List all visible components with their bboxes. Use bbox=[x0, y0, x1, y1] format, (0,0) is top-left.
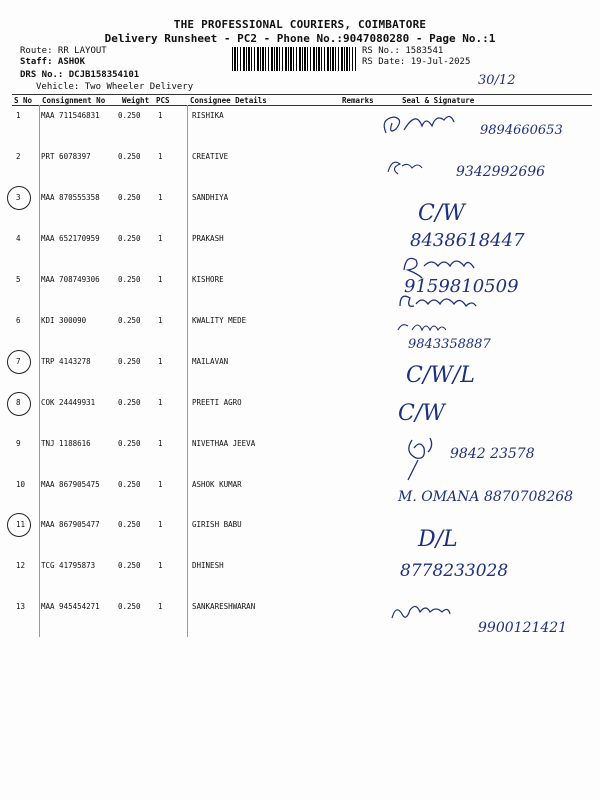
signature-scribble bbox=[408, 438, 432, 480]
row-consignment: COK 24449931 bbox=[41, 398, 96, 407]
row-signature: 8438618447 bbox=[410, 230, 525, 251]
row-pcs: 1 bbox=[158, 193, 163, 202]
staff-label: Staff: ASHOK bbox=[20, 57, 86, 67]
rs-number: RS No.: 1583541 bbox=[362, 46, 444, 56]
row-weight: 0.250 bbox=[118, 357, 141, 366]
row-pcs: 1 bbox=[158, 316, 163, 325]
col-seal-signature: Seal & Signature bbox=[402, 96, 475, 105]
row-sno: 7 bbox=[16, 357, 21, 366]
signature-scribble bbox=[384, 116, 454, 133]
row-weight: 0.250 bbox=[118, 275, 141, 284]
row-consignment: TRP 4143278 bbox=[41, 357, 91, 366]
row-pcs: 1 bbox=[158, 602, 163, 611]
col-consignee: Consignee Details bbox=[190, 96, 267, 105]
row-consignment: MAA 652170959 bbox=[41, 234, 100, 243]
row-pcs: 1 bbox=[158, 357, 163, 366]
row-consignee: DHINESH bbox=[192, 561, 224, 570]
row-consignment: MAA 945454271 bbox=[41, 602, 100, 611]
route-label: Route: RR LAYOUT bbox=[20, 46, 107, 56]
row-signature: C/W bbox=[398, 401, 445, 426]
row-sno: 13 bbox=[16, 602, 26, 611]
row-consignee: ASHOK KUMAR bbox=[192, 480, 242, 489]
row-weight: 0.250 bbox=[118, 152, 141, 161]
row-pcs: 1 bbox=[158, 480, 163, 489]
signature-scribble bbox=[392, 606, 450, 618]
row-consignee: NIVETHAA JEEVA bbox=[192, 439, 256, 448]
row-sno: 3 bbox=[16, 193, 21, 202]
row-signature: 9159810509 bbox=[404, 276, 519, 297]
row-pcs: 1 bbox=[158, 439, 163, 448]
rs-date: RS Date: 19-Jul-2025 bbox=[362, 57, 471, 67]
col-consignment: Consignment No bbox=[42, 96, 106, 105]
row-sno: 12 bbox=[16, 561, 26, 570]
row-pcs: 1 bbox=[158, 234, 163, 243]
row-weight: 0.250 bbox=[118, 561, 141, 570]
row-pcs: 1 bbox=[158, 111, 163, 120]
vehicle-label: Vehicle: Two Wheeler Delivery bbox=[36, 82, 194, 92]
row-signature: C/W bbox=[418, 201, 465, 226]
row-pcs: 1 bbox=[158, 275, 163, 284]
row-sno: 8 bbox=[16, 398, 21, 407]
row-consignment: TNJ 1188616 bbox=[41, 439, 91, 448]
row-weight: 0.250 bbox=[118, 480, 141, 489]
row-weight: 0.250 bbox=[118, 316, 141, 325]
row-signature: 9842 23578 bbox=[450, 446, 535, 462]
row-consignee: SANDHIYA bbox=[192, 193, 229, 202]
row-consignee: RISHIKA bbox=[192, 111, 224, 120]
row-pcs: 1 bbox=[158, 561, 163, 570]
runsheet-subtitle: Delivery Runsheet - PC2 - Phone No.:9047080280 - Page No.:1 bbox=[104, 32, 496, 45]
row-weight: 0.250 bbox=[118, 439, 141, 448]
row-sno: 6 bbox=[16, 316, 21, 325]
row-consignment: MAA 867905477 bbox=[41, 520, 100, 529]
row-sno: 2 bbox=[16, 152, 21, 161]
signature-scribble bbox=[400, 296, 476, 306]
row-pcs: 1 bbox=[158, 398, 163, 407]
row-signature: 9900121421 bbox=[478, 620, 568, 636]
col-pcs: PCS bbox=[156, 96, 170, 105]
row-sno: 11 bbox=[16, 520, 26, 529]
row-sno: 1 bbox=[16, 111, 21, 120]
row-weight: 0.250 bbox=[118, 193, 141, 202]
handwritten-note: 30/12 bbox=[478, 73, 516, 88]
col-sno: S No bbox=[14, 96, 33, 105]
row-signature: M. OMANA 8870708268 bbox=[398, 489, 574, 505]
drs-number: DRS No.: DCJB158354101 bbox=[20, 70, 140, 80]
row-consignment: MAA 867905475 bbox=[41, 480, 100, 489]
row-consignee: CREATIVE bbox=[192, 152, 229, 161]
row-consignee: SANKARESHWARAN bbox=[192, 602, 256, 611]
row-weight: 0.250 bbox=[118, 602, 141, 611]
row-weight: 0.250 bbox=[118, 520, 141, 529]
row-signature: 9894660653 bbox=[480, 123, 563, 138]
row-weight: 0.250 bbox=[118, 111, 141, 120]
row-signature: 8778233028 bbox=[400, 561, 509, 581]
row-pcs: 1 bbox=[158, 152, 163, 161]
row-consignment: TCG 41795873 bbox=[41, 561, 96, 570]
row-consignee: KWALITY MEDE bbox=[192, 316, 247, 325]
row-consignment: MAA 870555358 bbox=[41, 193, 100, 202]
row-consignee: PRAKASH bbox=[192, 234, 224, 243]
row-weight: 0.250 bbox=[118, 398, 141, 407]
col-weight: Weight bbox=[122, 96, 150, 105]
row-signature: 9843358887 bbox=[408, 337, 491, 352]
row-consignee: PREETI AGRO bbox=[192, 398, 242, 407]
row-signature: D/L bbox=[418, 527, 458, 552]
signature-scribble bbox=[398, 325, 446, 330]
row-consignment: KDI 300090 bbox=[41, 316, 87, 325]
row-consignment: PRT 6078397 bbox=[41, 152, 91, 161]
row-sno: 10 bbox=[16, 480, 26, 489]
row-sno: 5 bbox=[16, 275, 21, 284]
row-sno: 9 bbox=[16, 439, 21, 448]
row-consignee: GIRISH BABU bbox=[192, 520, 242, 529]
row-consignment: MAA 711546831 bbox=[41, 111, 100, 120]
row-signature: 9342992696 bbox=[456, 164, 546, 180]
row-consignee: MAILAVAN bbox=[192, 357, 229, 366]
row-sno: 4 bbox=[16, 234, 21, 243]
row-pcs: 1 bbox=[158, 520, 163, 529]
row-weight: 0.250 bbox=[118, 234, 141, 243]
row-consignee: KISHORE bbox=[192, 275, 224, 284]
company-title: THE PROFESSIONAL COURIERS, COIMBATORE bbox=[173, 18, 427, 31]
row-consignment: MAA 708749306 bbox=[41, 275, 100, 284]
col-remarks: Remarks bbox=[342, 96, 374, 105]
row-signature: C/W/L bbox=[406, 363, 475, 388]
signature-scribble bbox=[388, 162, 422, 174]
